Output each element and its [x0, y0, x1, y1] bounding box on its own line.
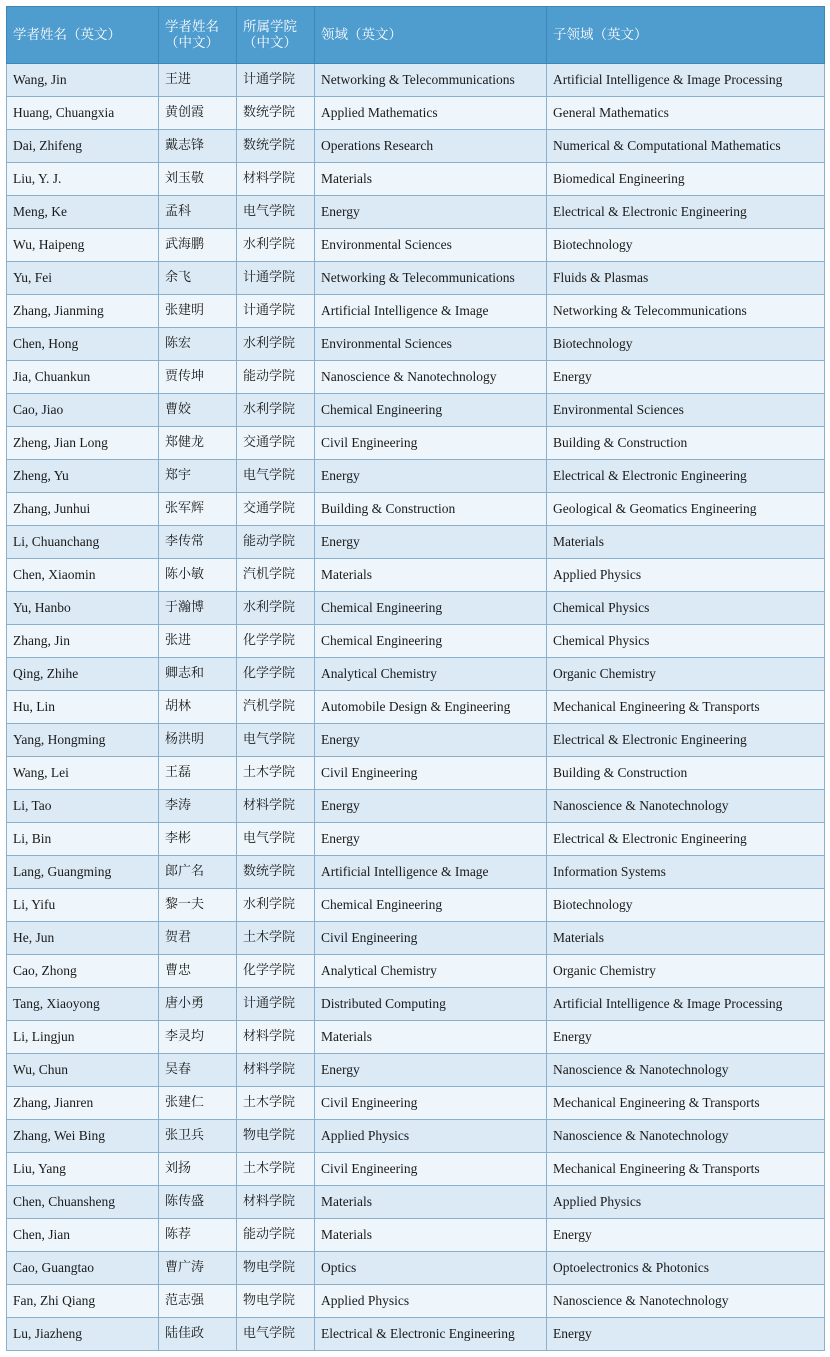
table-row	[7, 1153, 825, 1186]
table-row	[7, 262, 825, 295]
cell-field-en: Applied Physics	[315, 1120, 547, 1153]
cell-name-zh: 陈荐	[159, 1219, 237, 1252]
cell-name-zh: 陆佳政	[159, 1318, 237, 1351]
table-row	[7, 1219, 825, 1252]
cell-name-zh: 陈小敏	[159, 559, 237, 592]
cell-field-en: Networking & Telecommunications	[315, 262, 547, 295]
cell-subfield-en: Energy	[547, 361, 825, 394]
cell-name-zh: 郎广名	[159, 856, 237, 889]
cell-name-en: Zhang, Junhui	[7, 493, 159, 526]
cell-field-en: Chemical Engineering	[315, 592, 547, 625]
cell-college: 化学学院	[237, 658, 315, 691]
cell-name-en: Fan, Zhi Qiang	[7, 1285, 159, 1318]
cell-name-en: Yang, Hongming	[7, 724, 159, 757]
cell-college: 数统学院	[237, 856, 315, 889]
cell-name-en: Zhang, Jianren	[7, 1087, 159, 1120]
cell-college: 水利学院	[237, 328, 315, 361]
cell-subfield-en: Information Systems	[547, 856, 825, 889]
cell-field-en: Civil Engineering	[315, 922, 547, 955]
cell-college: 物电学院	[237, 1285, 315, 1318]
cell-name-zh: 唐小勇	[159, 988, 237, 1021]
cell-name-en: Meng, Ke	[7, 196, 159, 229]
cell-college: 化学学院	[237, 955, 315, 988]
cell-name-zh: 孟科	[159, 196, 237, 229]
cell-subfield-en: Fluids & Plasmas	[547, 262, 825, 295]
cell-name-zh: 刘扬	[159, 1153, 237, 1186]
cell-subfield-en: Environmental Sciences	[547, 394, 825, 427]
cell-subfield-en: Organic Chemistry	[547, 658, 825, 691]
table-row	[7, 1186, 825, 1219]
cell-college: 水利学院	[237, 889, 315, 922]
column-header-name-zh: 学者姓名（中文）	[159, 7, 237, 64]
cell-subfield-en: Nanoscience & Nanotechnology	[547, 1120, 825, 1153]
cell-name-en: Lu, Jiazheng	[7, 1318, 159, 1351]
cell-field-en: Analytical Chemistry	[315, 955, 547, 988]
table-row	[7, 658, 825, 691]
cell-subfield-en: Applied Physics	[547, 559, 825, 592]
table-row	[7, 460, 825, 493]
cell-field-en: Artificial Intelligence & Image	[315, 295, 547, 328]
cell-field-en: Automobile Design & Engineering	[315, 691, 547, 724]
table-row	[7, 526, 825, 559]
cell-name-en: Li, Tao	[7, 790, 159, 823]
cell-name-en: Lang, Guangming	[7, 856, 159, 889]
cell-field-en: Materials	[315, 1021, 547, 1054]
cell-name-zh: 武海鹏	[159, 229, 237, 262]
cell-name-en: Tang, Xiaoyong	[7, 988, 159, 1021]
cell-college: 物电学院	[237, 1120, 315, 1153]
table-row	[7, 856, 825, 889]
cell-name-zh: 吴春	[159, 1054, 237, 1087]
cell-college: 汽机学院	[237, 691, 315, 724]
cell-subfield-en: General Mathematics	[547, 97, 825, 130]
cell-name-zh: 李灵均	[159, 1021, 237, 1054]
cell-name-en: Cao, Jiao	[7, 394, 159, 427]
table-row	[7, 64, 825, 97]
table-row	[7, 955, 825, 988]
cell-name-zh: 李涛	[159, 790, 237, 823]
cell-name-zh: 陈传盛	[159, 1186, 237, 1219]
cell-college: 电气学院	[237, 460, 315, 493]
cell-name-en: Jia, Chuankun	[7, 361, 159, 394]
cell-name-zh: 贾传坤	[159, 361, 237, 394]
cell-college: 电气学院	[237, 724, 315, 757]
cell-college: 化学学院	[237, 625, 315, 658]
table-row	[7, 757, 825, 790]
cell-name-zh: 杨洪明	[159, 724, 237, 757]
cell-field-en: Materials	[315, 1186, 547, 1219]
cell-name-zh: 李彬	[159, 823, 237, 856]
cell-field-en: Building & Construction	[315, 493, 547, 526]
cell-college: 交通学院	[237, 493, 315, 526]
cell-field-en: Energy	[315, 460, 547, 493]
cell-name-zh: 陈宏	[159, 328, 237, 361]
cell-college: 材料学院	[237, 163, 315, 196]
cell-subfield-en: Electrical & Electronic Engineering	[547, 724, 825, 757]
table-row	[7, 592, 825, 625]
cell-name-zh: 张建仁	[159, 1087, 237, 1120]
cell-name-en: Cao, Zhong	[7, 955, 159, 988]
cell-college: 水利学院	[237, 394, 315, 427]
cell-name-en: Qing, Zhihe	[7, 658, 159, 691]
table-row	[7, 1318, 825, 1351]
table-row	[7, 295, 825, 328]
cell-field-en: Environmental Sciences	[315, 229, 547, 262]
column-header-name-en: 学者姓名（英文）	[7, 7, 159, 64]
cell-name-en: Wu, Haipeng	[7, 229, 159, 262]
cell-subfield-en: Mechanical Engineering & Transports	[547, 1153, 825, 1186]
table-row	[7, 1087, 825, 1120]
cell-name-en: Zhang, Jianming	[7, 295, 159, 328]
table-row	[7, 361, 825, 394]
cell-subfield-en: Building & Construction	[547, 427, 825, 460]
cell-subfield-en: Mechanical Engineering & Transports	[547, 691, 825, 724]
cell-name-zh: 张军辉	[159, 493, 237, 526]
cell-field-en: Chemical Engineering	[315, 889, 547, 922]
cell-name-zh: 胡林	[159, 691, 237, 724]
column-header-college: 所属学院（中文）	[237, 7, 315, 64]
cell-name-zh: 黎一夫	[159, 889, 237, 922]
cell-name-en: Yu, Fei	[7, 262, 159, 295]
cell-subfield-en: Nanoscience & Nanotechnology	[547, 1054, 825, 1087]
cell-subfield-en: Materials	[547, 526, 825, 559]
cell-college: 电气学院	[237, 823, 315, 856]
cell-college: 土木学院	[237, 1087, 315, 1120]
table-row	[7, 493, 825, 526]
cell-college: 材料学院	[237, 1186, 315, 1219]
cell-field-en: Civil Engineering	[315, 1153, 547, 1186]
table-row	[7, 790, 825, 823]
cell-name-en: Chen, Xiaomin	[7, 559, 159, 592]
table-row	[7, 97, 825, 130]
cell-field-en: Civil Engineering	[315, 427, 547, 460]
cell-college: 电气学院	[237, 196, 315, 229]
cell-college: 材料学院	[237, 1054, 315, 1087]
table-row	[7, 691, 825, 724]
cell-field-en: Energy	[315, 1054, 547, 1087]
cell-name-zh: 郑健龙	[159, 427, 237, 460]
cell-name-en: Chen, Chuansheng	[7, 1186, 159, 1219]
cell-college: 数统学院	[237, 130, 315, 163]
cell-name-zh: 王磊	[159, 757, 237, 790]
cell-field-en: Artificial Intelligence & Image	[315, 856, 547, 889]
table-row	[7, 1285, 825, 1318]
cell-field-en: Energy	[315, 790, 547, 823]
table-row	[7, 328, 825, 361]
cell-name-zh: 曹忠	[159, 955, 237, 988]
cell-college: 计通学院	[237, 988, 315, 1021]
cell-subfield-en: Biotechnology	[547, 889, 825, 922]
table-row	[7, 988, 825, 1021]
cell-college: 能动学院	[237, 361, 315, 394]
cell-field-en: Applied Physics	[315, 1285, 547, 1318]
table-row	[7, 229, 825, 262]
cell-field-en: Nanoscience & Nanotechnology	[315, 361, 547, 394]
cell-college: 计通学院	[237, 262, 315, 295]
cell-field-en: Energy	[315, 823, 547, 856]
cell-name-en: Liu, Y. J.	[7, 163, 159, 196]
cell-field-en: Operations Research	[315, 130, 547, 163]
cell-college: 材料学院	[237, 1021, 315, 1054]
cell-name-zh: 张卫兵	[159, 1120, 237, 1153]
cell-field-en: Civil Engineering	[315, 757, 547, 790]
cell-subfield-en: Geological & Geomatics Engineering	[547, 493, 825, 526]
cell-name-zh: 曹广涛	[159, 1252, 237, 1285]
cell-name-en: Li, Bin	[7, 823, 159, 856]
cell-name-zh: 李传常	[159, 526, 237, 559]
cell-name-zh: 郑宇	[159, 460, 237, 493]
cell-field-en: Electrical & Electronic Engineering	[315, 1318, 547, 1351]
cell-name-zh: 戴志锋	[159, 130, 237, 163]
cell-name-en: Cao, Guangtao	[7, 1252, 159, 1285]
cell-subfield-en: Biotechnology	[547, 328, 825, 361]
cell-college: 物电学院	[237, 1252, 315, 1285]
cell-subfield-en: Electrical & Electronic Engineering	[547, 196, 825, 229]
cell-subfield-en: Energy	[547, 1219, 825, 1252]
table-row	[7, 163, 825, 196]
cell-college: 数统学院	[237, 97, 315, 130]
table-row	[7, 196, 825, 229]
cell-name-zh: 刘玉敬	[159, 163, 237, 196]
cell-field-en: Civil Engineering	[315, 1087, 547, 1120]
cell-name-en: Li, Chuanchang	[7, 526, 159, 559]
cell-name-en: Li, Yifu	[7, 889, 159, 922]
cell-subfield-en: Artificial Intelligence & Image Processing	[547, 64, 825, 97]
cell-name-zh: 卿志和	[159, 658, 237, 691]
cell-name-en: Li, Lingjun	[7, 1021, 159, 1054]
cell-name-en: Wu, Chun	[7, 1054, 159, 1087]
table-row	[7, 559, 825, 592]
cell-name-zh: 范志强	[159, 1285, 237, 1318]
cell-field-en: Environmental Sciences	[315, 328, 547, 361]
cell-subfield-en: Biomedical Engineering	[547, 163, 825, 196]
table-row	[7, 130, 825, 163]
cell-field-en: Chemical Engineering	[315, 625, 547, 658]
cell-name-zh: 曹姣	[159, 394, 237, 427]
cell-name-en: He, Jun	[7, 922, 159, 955]
cell-college: 能动学院	[237, 526, 315, 559]
column-header-subfield-en: 子领域（英文）	[547, 7, 825, 64]
cell-name-en: Zhang, Jin	[7, 625, 159, 658]
table-body	[7, 64, 825, 1351]
cell-college: 土木学院	[237, 1153, 315, 1186]
cell-name-zh: 于瀚博	[159, 592, 237, 625]
cell-field-en: Chemical Engineering	[315, 394, 547, 427]
cell-name-en: Wang, Lei	[7, 757, 159, 790]
cell-college: 能动学院	[237, 1219, 315, 1252]
cell-name-zh: 黄创霞	[159, 97, 237, 130]
cell-subfield-en: Building & Construction	[547, 757, 825, 790]
table-row	[7, 427, 825, 460]
cell-subfield-en: Mechanical Engineering & Transports	[547, 1087, 825, 1120]
cell-name-en: Zheng, Yu	[7, 460, 159, 493]
table-row	[7, 394, 825, 427]
cell-field-en: Applied Mathematics	[315, 97, 547, 130]
cell-field-en: Distributed Computing	[315, 988, 547, 1021]
cell-subfield-en: Materials	[547, 922, 825, 955]
table-row	[7, 724, 825, 757]
cell-name-en: Yu, Hanbo	[7, 592, 159, 625]
cell-college: 水利学院	[237, 592, 315, 625]
table-header-row	[7, 7, 825, 64]
cell-name-en: Hu, Lin	[7, 691, 159, 724]
cell-college: 水利学院	[237, 229, 315, 262]
cell-field-en: Networking & Telecommunications	[315, 64, 547, 97]
cell-name-zh: 王进	[159, 64, 237, 97]
cell-field-en: Materials	[315, 163, 547, 196]
table-row	[7, 1054, 825, 1087]
cell-college: 土木学院	[237, 922, 315, 955]
cell-subfield-en: Organic Chemistry	[547, 955, 825, 988]
cell-name-zh: 贺君	[159, 922, 237, 955]
table-row	[7, 1120, 825, 1153]
cell-name-zh: 张进	[159, 625, 237, 658]
cell-subfield-en: Chemical Physics	[547, 592, 825, 625]
cell-name-en: Chen, Jian	[7, 1219, 159, 1252]
cell-name-en: Zheng, Jian Long	[7, 427, 159, 460]
cell-field-en: Optics	[315, 1252, 547, 1285]
cell-field-en: Analytical Chemistry	[315, 658, 547, 691]
cell-college: 交通学院	[237, 427, 315, 460]
cell-name-en: Huang, Chuangxia	[7, 97, 159, 130]
cell-name-en: Wang, Jin	[7, 64, 159, 97]
cell-name-en: Dai, Zhifeng	[7, 130, 159, 163]
cell-subfield-en: Numerical & Computational Mathematics	[547, 130, 825, 163]
cell-subfield-en: Chemical Physics	[547, 625, 825, 658]
cell-field-en: Materials	[315, 559, 547, 592]
cell-field-en: Energy	[315, 724, 547, 757]
cell-college: 汽机学院	[237, 559, 315, 592]
cell-college: 土木学院	[237, 757, 315, 790]
cell-subfield-en: Energy	[547, 1021, 825, 1054]
column-header-field-en: 领域（英文）	[315, 7, 547, 64]
cell-subfield-en: Networking & Telecommunications	[547, 295, 825, 328]
cell-subfield-en: Energy	[547, 1318, 825, 1351]
cell-college: 计通学院	[237, 64, 315, 97]
cell-name-zh: 余飞	[159, 262, 237, 295]
cell-subfield-en: Nanoscience & Nanotechnology	[547, 1285, 825, 1318]
table-row	[7, 889, 825, 922]
cell-name-en: Zhang, Wei Bing	[7, 1120, 159, 1153]
cell-field-en: Energy	[315, 526, 547, 559]
table-header	[7, 7, 825, 64]
table-row	[7, 625, 825, 658]
scholars-table	[6, 6, 825, 1351]
cell-name-en: Liu, Yang	[7, 1153, 159, 1186]
cell-subfield-en: Optoelectronics & Photonics	[547, 1252, 825, 1285]
cell-college: 计通学院	[237, 295, 315, 328]
cell-subfield-en: Artificial Intelligence & Image Processing	[547, 988, 825, 1021]
table-row	[7, 922, 825, 955]
cell-college: 电气学院	[237, 1318, 315, 1351]
cell-name-en: Chen, Hong	[7, 328, 159, 361]
cell-subfield-en: Applied Physics	[547, 1186, 825, 1219]
cell-subfield-en: Nanoscience & Nanotechnology	[547, 790, 825, 823]
cell-subfield-en: Electrical & Electronic Engineering	[547, 823, 825, 856]
table-row	[7, 1021, 825, 1054]
cell-subfield-en: Biotechnology	[547, 229, 825, 262]
table-row	[7, 823, 825, 856]
cell-subfield-en: Electrical & Electronic Engineering	[547, 460, 825, 493]
cell-field-en: Energy	[315, 196, 547, 229]
cell-college: 材料学院	[237, 790, 315, 823]
table-row	[7, 1252, 825, 1285]
cell-field-en: Materials	[315, 1219, 547, 1252]
cell-name-zh: 张建明	[159, 295, 237, 328]
